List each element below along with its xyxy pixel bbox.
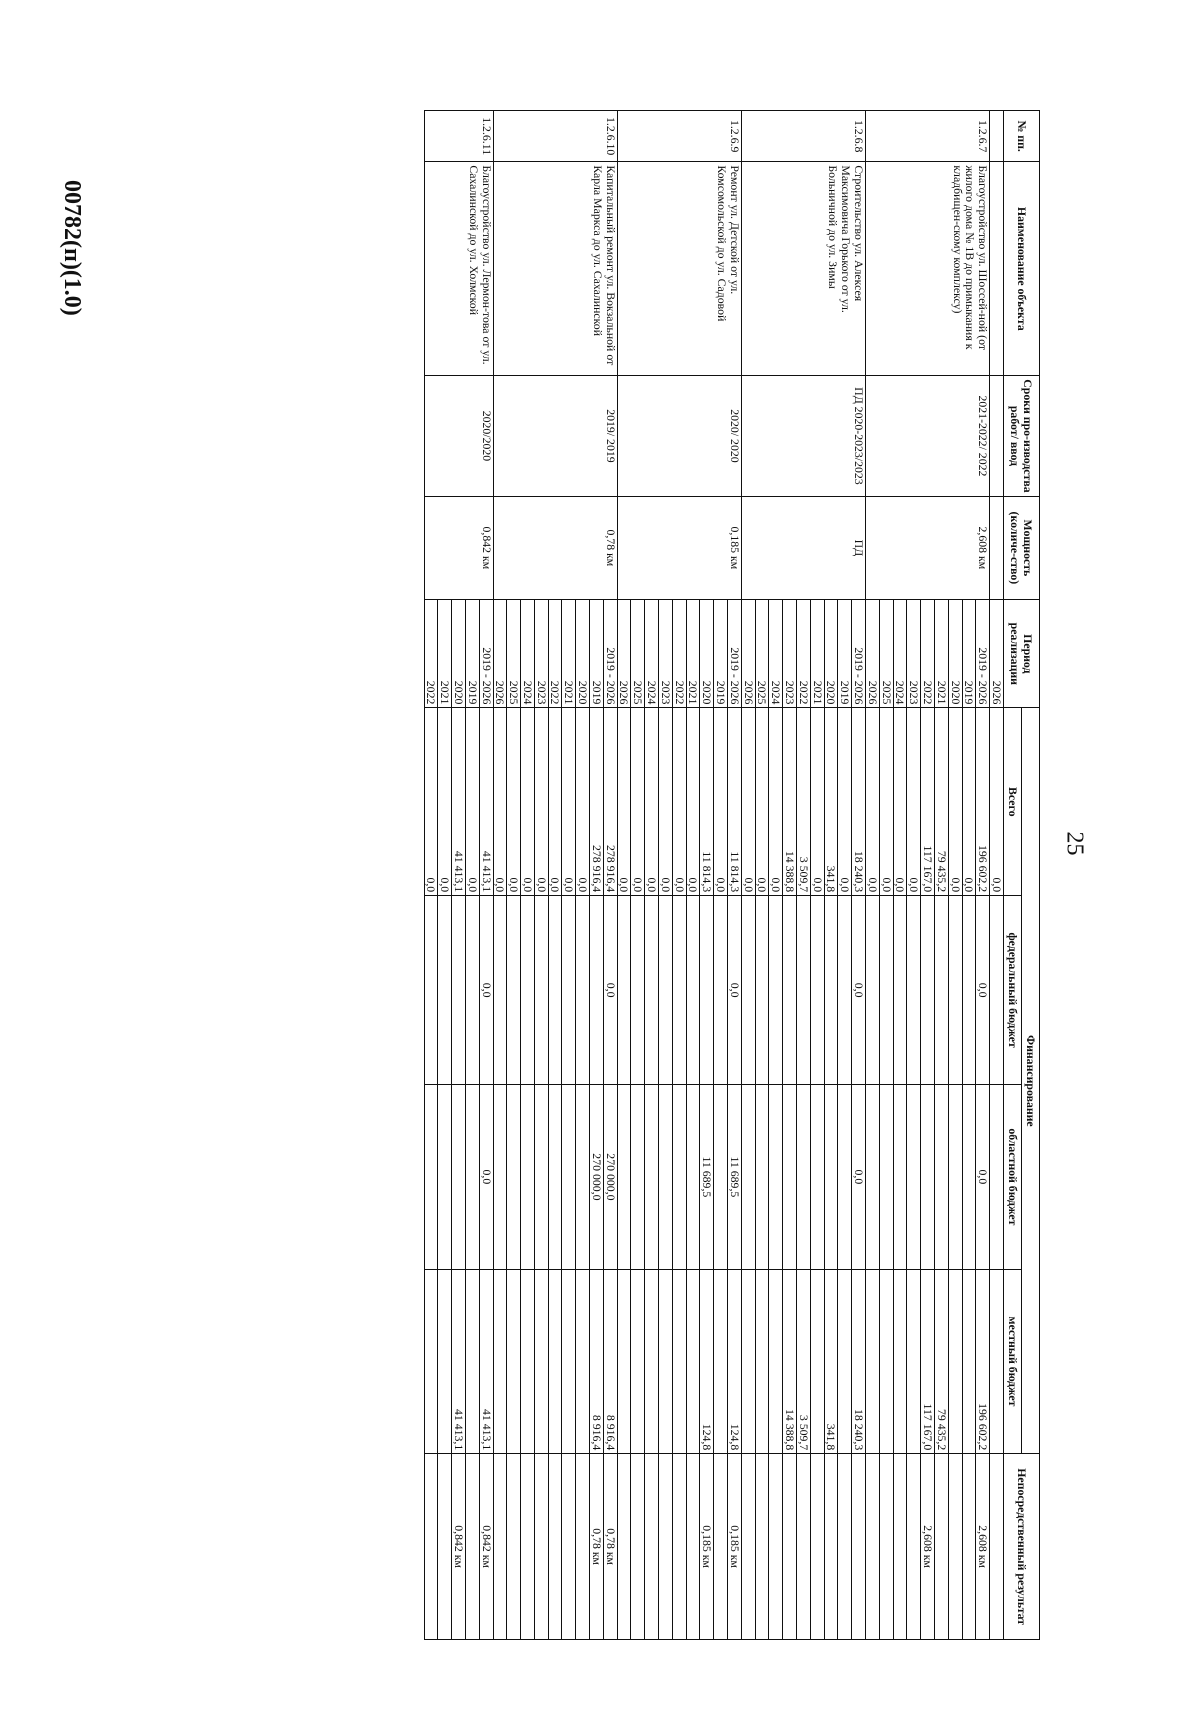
cell-local	[672, 1269, 686, 1454]
cell-result	[948, 1454, 962, 1640]
cell-local	[810, 1269, 824, 1454]
cell-regional	[838, 1085, 852, 1270]
cell-local	[424, 1269, 438, 1454]
cell-total: 0,0	[907, 708, 921, 896]
cell-local: 41 413,1	[452, 1269, 466, 1454]
cell-result	[424, 1454, 438, 1640]
cell-name	[990, 162, 1004, 376]
cell-federal	[783, 896, 797, 1085]
cell-federal	[576, 896, 590, 1085]
cell-period: 2026	[741, 600, 755, 708]
rotated-sheet	[170, 110, 1040, 1640]
cell-total: 0,0	[562, 708, 576, 896]
cell-result	[741, 1454, 755, 1640]
cell-result	[686, 1454, 700, 1640]
cell-total: 41 413,1	[479, 708, 493, 896]
cell-regional	[907, 1085, 921, 1270]
cell-total: 0,0	[438, 708, 452, 896]
cell-regional: 270 000,0	[590, 1085, 604, 1270]
cell-name: Ремонт ул. Детской от ул. Комсомольской до ул. Садовой	[617, 162, 741, 376]
cell-result	[893, 1454, 907, 1640]
table-row	[728, 111, 742, 1640]
cell-regional	[507, 1085, 521, 1270]
cell-federal	[521, 896, 535, 1085]
cell-federal	[935, 896, 949, 1085]
cell-period: 2019	[838, 600, 852, 708]
cell-total: 117 167,0	[921, 708, 935, 896]
cell-result	[810, 1454, 824, 1640]
header-local: местный бюджет	[1004, 1269, 1022, 1454]
cell-local: 8 916,4	[603, 1269, 617, 1454]
cell-regional	[424, 1085, 438, 1270]
cell-total: 0,0	[424, 708, 438, 896]
cell-federal	[769, 896, 783, 1085]
cell-period: 2019 - 2026	[603, 600, 617, 708]
cell-period: 2020	[576, 600, 590, 708]
financing-table	[424, 110, 1040, 1640]
header-period: Период реализации	[1004, 600, 1040, 708]
cell-total: 0,0	[769, 708, 783, 896]
cell-result: 0,842 км	[452, 1454, 466, 1640]
cell-local: 117 167,0	[921, 1269, 935, 1454]
cell-local: 3 509,7	[797, 1269, 811, 1454]
cell-result	[576, 1454, 590, 1640]
cell-total: 0,0	[534, 708, 548, 896]
cell-local	[493, 1269, 507, 1454]
cell-name: Капитальный ремонт ул. Вокзальной от Карла Маркса до ул. Сахалинской	[493, 162, 617, 376]
cell-local: 196 602,2	[976, 1269, 990, 1454]
cell-total: 0,0	[576, 708, 590, 896]
cell-num	[990, 111, 1004, 162]
cell-total: 0,0	[493, 708, 507, 896]
cell-total: 0,0	[631, 708, 645, 896]
cell-terms: 2019/ 2019	[493, 376, 617, 496]
header-capacity: Мощность (количе-ство)	[1004, 496, 1040, 600]
cell-local: 41 413,1	[479, 1269, 493, 1454]
cell-result	[465, 1454, 479, 1640]
cell-local: 79 435,2	[935, 1269, 949, 1454]
page-number: 25	[1061, 831, 1088, 856]
cell-period: 2022	[672, 600, 686, 708]
header-terms: Сроки про-изводства работ/ ввод	[1004, 376, 1040, 496]
cell-num: 1.2.6.10	[493, 111, 617, 162]
cell-result: 0,185 км	[728, 1454, 742, 1640]
cell-federal	[755, 896, 769, 1085]
cell-result	[783, 1454, 797, 1640]
cell-total: 341,8	[824, 708, 838, 896]
cell-result	[824, 1454, 838, 1640]
cell-total: 0,0	[645, 708, 659, 896]
header-financing: Финансирование	[1022, 708, 1040, 1454]
table-row	[990, 111, 1004, 1640]
cell-federal	[893, 896, 907, 1085]
cell-total: 0,0	[838, 708, 852, 896]
cell-regional	[672, 1085, 686, 1270]
cell-result	[797, 1454, 811, 1640]
cell-result	[852, 1454, 866, 1640]
cell-result	[962, 1454, 976, 1640]
cell-total: 278 916,4	[590, 708, 604, 896]
table-row	[852, 111, 866, 1640]
cell-federal	[534, 896, 548, 1085]
cell-period: 2019	[465, 600, 479, 708]
cell-period: 2026	[617, 600, 631, 708]
cell-total: 0,0	[714, 708, 728, 896]
cell-total: 196 602,2	[976, 708, 990, 896]
cell-regional	[659, 1085, 673, 1270]
cell-federal	[990, 896, 1004, 1085]
cell-period: 2019 - 2026	[852, 600, 866, 708]
cell-result: 0,185 км	[700, 1454, 714, 1640]
cell-federal	[921, 896, 935, 1085]
cell-local	[465, 1269, 479, 1454]
cell-regional	[755, 1085, 769, 1270]
cell-total: 0,0	[465, 708, 479, 896]
cell-period: 2021	[935, 600, 949, 708]
cell-local	[893, 1269, 907, 1454]
cell-result	[507, 1454, 521, 1640]
header-row	[1022, 111, 1040, 1640]
cell-name: Строительство ул. Алексея Максимовича Горького от ул. Больничной до ул. Зимы	[741, 162, 865, 376]
cell-period: 2022	[921, 600, 935, 708]
cell-regional: 11 689,5	[728, 1085, 742, 1270]
cell-total: 11 814,3	[700, 708, 714, 896]
header-total: Всего	[1004, 708, 1022, 896]
cell-local	[631, 1269, 645, 1454]
cell-period: 2020	[824, 600, 838, 708]
cell-local	[990, 1269, 1004, 1454]
cell-capacity: ПД	[741, 496, 865, 600]
cell-result	[907, 1454, 921, 1640]
table-row	[479, 111, 493, 1640]
cell-federal: 0,0	[852, 896, 866, 1085]
cell-regional	[810, 1085, 824, 1270]
cell-period: 2021	[562, 600, 576, 708]
cell-total: 278 916,4	[603, 708, 617, 896]
cell-federal	[948, 896, 962, 1085]
cell-federal	[797, 896, 811, 1085]
cell-regional: 270 000,0	[603, 1085, 617, 1270]
cell-total: 14 388,8	[783, 708, 797, 896]
cell-federal	[824, 896, 838, 1085]
cell-period: 2025	[879, 600, 893, 708]
cell-local	[645, 1269, 659, 1454]
cell-result: 2,608 км	[921, 1454, 935, 1640]
cell-period: 2020	[948, 600, 962, 708]
cell-total: 3 509,7	[797, 708, 811, 896]
cell-result	[935, 1454, 949, 1640]
cell-result: 0,78 км	[603, 1454, 617, 1640]
cell-result	[534, 1454, 548, 1640]
cell-local	[714, 1269, 728, 1454]
cell-capacity: 0,842 км	[424, 496, 493, 600]
cell-regional	[990, 1085, 1004, 1270]
cell-period: 2021	[810, 600, 824, 708]
cell-federal	[438, 896, 452, 1085]
cell-period: 2025	[755, 600, 769, 708]
cell-period: 2021	[438, 600, 452, 708]
cell-period: 2024	[645, 600, 659, 708]
cell-federal	[962, 896, 976, 1085]
cell-name: Благоустройство ул. Шоссей-ной (от жилого дома № 1В до примыкания к кладбищен-скому комплексу)	[866, 162, 990, 376]
cell-capacity: 2,608 км	[866, 496, 990, 600]
cell-period: 2019 - 2026	[728, 600, 742, 708]
cell-result	[493, 1454, 507, 1640]
cell-regional	[948, 1085, 962, 1270]
cell-period: 2025	[507, 600, 521, 708]
cell-period: 2019 - 2026	[976, 600, 990, 708]
cell-result	[769, 1454, 783, 1640]
cell-period: 2019	[590, 600, 604, 708]
cell-local	[438, 1269, 452, 1454]
cell-federal	[452, 896, 466, 1085]
cell-terms: ПД 2020-2023/2023	[741, 376, 865, 496]
cell-regional	[824, 1085, 838, 1270]
cell-regional	[562, 1085, 576, 1270]
document-code: 00782(п)(1.0)	[59, 180, 85, 316]
cell-total: 0,0	[672, 708, 686, 896]
cell-regional	[921, 1085, 935, 1270]
cell-period: 2023	[783, 600, 797, 708]
cell-regional	[521, 1085, 535, 1270]
header-name: Наименование объекта	[1004, 162, 1040, 376]
cell-federal: 0,0	[603, 896, 617, 1085]
cell-local	[548, 1269, 562, 1454]
cell-result	[645, 1454, 659, 1640]
cell-period: 2022	[797, 600, 811, 708]
cell-result	[755, 1454, 769, 1640]
cell-regional	[962, 1085, 976, 1270]
cell-local: 124,8	[728, 1269, 742, 1454]
cell-federal	[617, 896, 631, 1085]
cell-total: 0,0	[879, 708, 893, 896]
cell-period: 2023	[907, 600, 921, 708]
cell-regional	[493, 1085, 507, 1270]
cell-period: 2024	[521, 600, 535, 708]
cell-local	[907, 1269, 921, 1454]
cell-local	[741, 1269, 755, 1454]
cell-num: 1.2.6.7	[866, 111, 990, 162]
cell-period: 2023	[659, 600, 673, 708]
cell-period: 2026	[866, 600, 880, 708]
cell-result	[617, 1454, 631, 1640]
cell-regional: 0,0	[852, 1085, 866, 1270]
cell-federal	[465, 896, 479, 1085]
cell-regional	[714, 1085, 728, 1270]
cell-federal	[714, 896, 728, 1085]
cell-result	[838, 1454, 852, 1640]
cell-regional: 0,0	[976, 1085, 990, 1270]
cell-result	[990, 1454, 1004, 1640]
cell-total: 0,0	[617, 708, 631, 896]
cell-result: 0,842 км	[479, 1454, 493, 1640]
cell-local	[686, 1269, 700, 1454]
cell-federal	[631, 896, 645, 1085]
cell-local	[576, 1269, 590, 1454]
cell-federal	[700, 896, 714, 1085]
cell-period: 2024	[893, 600, 907, 708]
cell-federal	[838, 896, 852, 1085]
cell-total: 0,0	[741, 708, 755, 896]
cell-federal	[493, 896, 507, 1085]
cell-total: 0,0	[507, 708, 521, 896]
cell-local	[866, 1269, 880, 1454]
cell-local	[838, 1269, 852, 1454]
cell-terms: 2021-2022/ 2022	[866, 376, 990, 496]
cell-federal	[672, 896, 686, 1085]
cell-result: 0,78 км	[590, 1454, 604, 1640]
cell-result	[866, 1454, 880, 1640]
cell-regional	[783, 1085, 797, 1270]
cell-total: 0,0	[548, 708, 562, 896]
cell-regional	[797, 1085, 811, 1270]
cell-regional	[686, 1085, 700, 1270]
cell-num: 1.2.6.8	[741, 111, 865, 162]
cell-total: 0,0	[893, 708, 907, 896]
cell-total: 18 240,3	[852, 708, 866, 896]
cell-local	[617, 1269, 631, 1454]
cell-federal: 0,0	[479, 896, 493, 1085]
cell-total: 0,0	[659, 708, 673, 896]
cell-total: 11 814,3	[728, 708, 742, 896]
cell-result	[438, 1454, 452, 1640]
cell-federal	[907, 896, 921, 1085]
cell-local	[948, 1269, 962, 1454]
cell-period: 2026	[493, 600, 507, 708]
table-row	[976, 111, 990, 1640]
cell-regional	[935, 1085, 949, 1270]
cell-local: 124,8	[700, 1269, 714, 1454]
table-row	[603, 111, 617, 1640]
cell-federal	[562, 896, 576, 1085]
cell-regional	[534, 1085, 548, 1270]
cell-local: 341,8	[824, 1269, 838, 1454]
cell-total: 0,0	[962, 708, 976, 896]
cell-federal: 0,0	[976, 896, 990, 1085]
cell-local	[755, 1269, 769, 1454]
cell-total: 0,0	[755, 708, 769, 896]
cell-regional	[893, 1085, 907, 1270]
header-result: Непосредственный результат	[1004, 1454, 1040, 1640]
cell-capacity	[990, 496, 1004, 600]
cell-regional	[576, 1085, 590, 1270]
cell-regional	[645, 1085, 659, 1270]
cell-total: 0,0	[866, 708, 880, 896]
cell-federal	[879, 896, 893, 1085]
cell-total: 0,0	[521, 708, 535, 896]
cell-local	[534, 1269, 548, 1454]
cell-federal	[548, 896, 562, 1085]
cell-regional	[617, 1085, 631, 1270]
cell-local	[879, 1269, 893, 1454]
cell-local: 8 916,4	[590, 1269, 604, 1454]
cell-regional	[879, 1085, 893, 1270]
cell-result	[659, 1454, 673, 1640]
cell-federal	[659, 896, 673, 1085]
cell-terms: 2020/ 2020	[617, 376, 741, 496]
cell-total: 0,0	[948, 708, 962, 896]
cell-num: 1.2.6.11	[424, 111, 493, 162]
cell-result	[562, 1454, 576, 1640]
cell-period: 2024	[769, 600, 783, 708]
header-regional: областной бюджет	[1004, 1085, 1022, 1270]
cell-result	[672, 1454, 686, 1640]
cell-total: 0,0	[686, 708, 700, 896]
cell-local: 18 240,3	[852, 1269, 866, 1454]
cell-period: 2023	[534, 600, 548, 708]
cell-local	[659, 1269, 673, 1454]
cell-federal	[645, 896, 659, 1085]
cell-period: 2019	[962, 600, 976, 708]
table-body	[424, 111, 1003, 1640]
cell-period: 2022	[424, 600, 438, 708]
cell-period: 2022	[548, 600, 562, 708]
cell-regional	[866, 1085, 880, 1270]
header-federal: федеральный бюджет	[1004, 896, 1022, 1085]
cell-regional	[769, 1085, 783, 1270]
cell-period: 2025	[631, 600, 645, 708]
cell-federal	[741, 896, 755, 1085]
cell-capacity: 0,78 км	[493, 496, 617, 600]
cell-federal	[424, 896, 438, 1085]
cell-regional: 0,0	[479, 1085, 493, 1270]
cell-period: 2020	[700, 600, 714, 708]
cell-regional	[465, 1085, 479, 1270]
cell-period: 2021	[686, 600, 700, 708]
cell-capacity: 0,185 км	[617, 496, 741, 600]
cell-federal	[866, 896, 880, 1085]
cell-regional	[631, 1085, 645, 1270]
cell-period: 2019 - 2026	[479, 600, 493, 708]
cell-terms: 2020/2020	[424, 376, 493, 496]
cell-regional	[452, 1085, 466, 1270]
cell-total: 0,0	[990, 708, 1004, 896]
cell-result	[548, 1454, 562, 1640]
cell-local: 14 388,8	[783, 1269, 797, 1454]
cell-local	[521, 1269, 535, 1454]
cell-federal: 0,0	[728, 896, 742, 1085]
cell-regional	[438, 1085, 452, 1270]
cell-local	[507, 1269, 521, 1454]
cell-regional: 11 689,5	[700, 1085, 714, 1270]
cell-result	[631, 1454, 645, 1640]
cell-federal	[686, 896, 700, 1085]
cell-local	[769, 1269, 783, 1454]
cell-local	[962, 1269, 976, 1454]
cell-terms	[990, 376, 1004, 496]
cell-total: 0,0	[810, 708, 824, 896]
cell-regional	[741, 1085, 755, 1270]
cell-regional	[548, 1085, 562, 1270]
cell-period: 2026	[990, 600, 1004, 708]
cell-result	[521, 1454, 535, 1640]
cell-result	[714, 1454, 728, 1640]
cell-period: 2019	[714, 600, 728, 708]
cell-federal	[810, 896, 824, 1085]
cell-federal	[590, 896, 604, 1085]
cell-result: 2,608 км	[976, 1454, 990, 1640]
cell-federal	[507, 896, 521, 1085]
cell-name: Благоустройство ул. Лермон-това от ул. Сахалинской до ул. Холмской	[424, 162, 493, 376]
cell-num: 1.2.6.9	[617, 111, 741, 162]
cell-total: 41 413,1	[452, 708, 466, 896]
cell-total: 79 435,2	[935, 708, 949, 896]
cell-local	[562, 1269, 576, 1454]
cell-period: 2020	[452, 600, 466, 708]
cell-result	[879, 1454, 893, 1640]
header-num: № пп.	[1004, 111, 1040, 162]
